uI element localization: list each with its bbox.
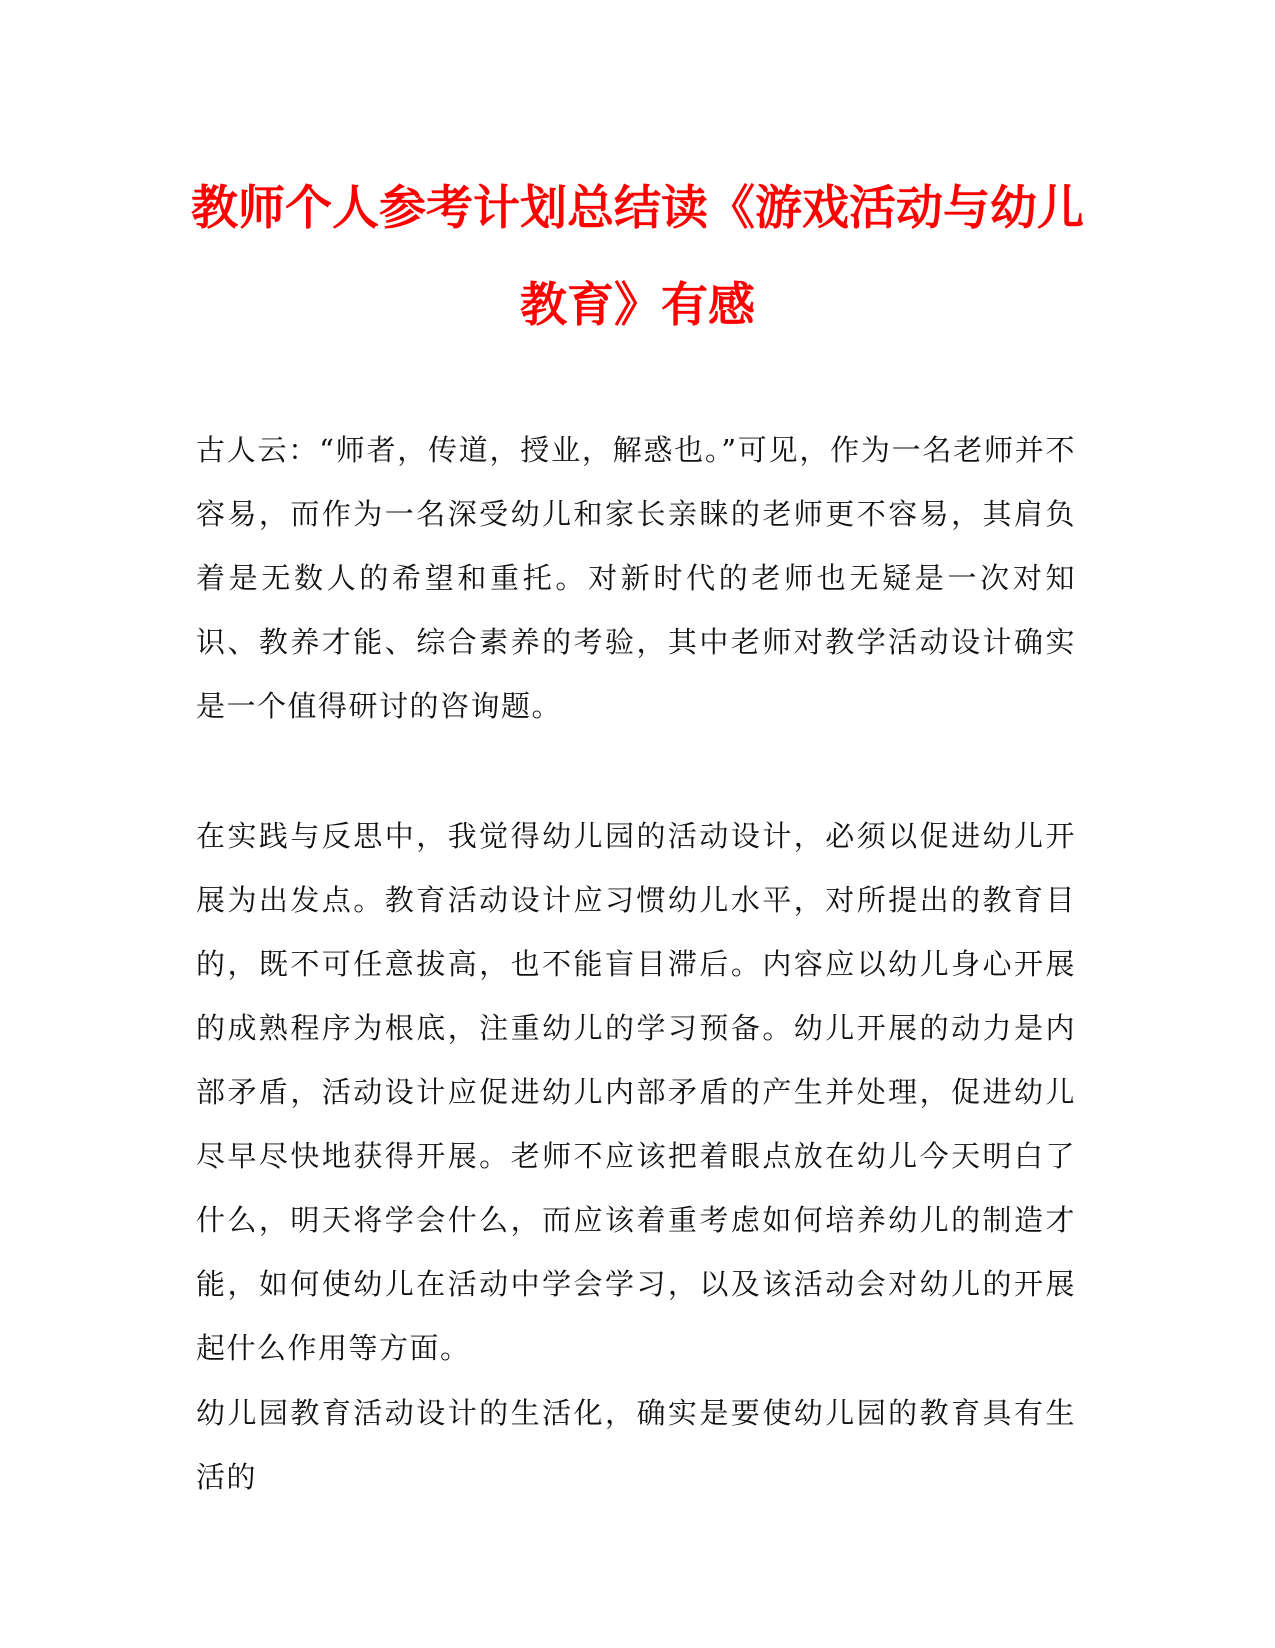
document-title: 教师个人参考计划总结读《游戏活动与幼儿教育》有感 (191, 181, 1084, 333)
paragraph-2: 在实践与反思中，我觉得幼儿园的活动设计，必须以促进幼儿开展为出发点。教育活动设计应习惯幼儿水平，对所提出的教育目的，既不可任意拔高，也不能盲目滞后。内容应以幼儿身心开展的成熟程序为根底，注重幼儿的学习预备。幼儿开展的动力是内部矛盾，活动设计应促进幼儿内部矛盾的产生并处理，促进幼儿尽早尽快地获得开展。老师不应该把着眼点放在幼儿今天明白了什么，明天将学会什么，而应该着重考虑如何培养幼儿的制造才能，如何使幼儿在活动中学会学习，以及该活动会对幼儿的开展起什么作用等方面。 (196, 819, 1076, 1365)
paragraph-1: 古人云：“师者，传道，授业，解惑也。”可见，作为一名老师并不容易，而作为一名深受幼儿和家长亲睐的老师更不容易，其肩负着是无数人的希望和重托。对新时代的老师也无疑是一次对知识、教养才能、综合素养的考验，其中老师对教学活动设计确实是一个值得研讨的咨询题。 (196, 433, 1076, 723)
paragraph-3: 幼儿园教育活动设计的生活化，确实是要使幼儿园的教育具有生活的 (196, 1396, 1076, 1494)
